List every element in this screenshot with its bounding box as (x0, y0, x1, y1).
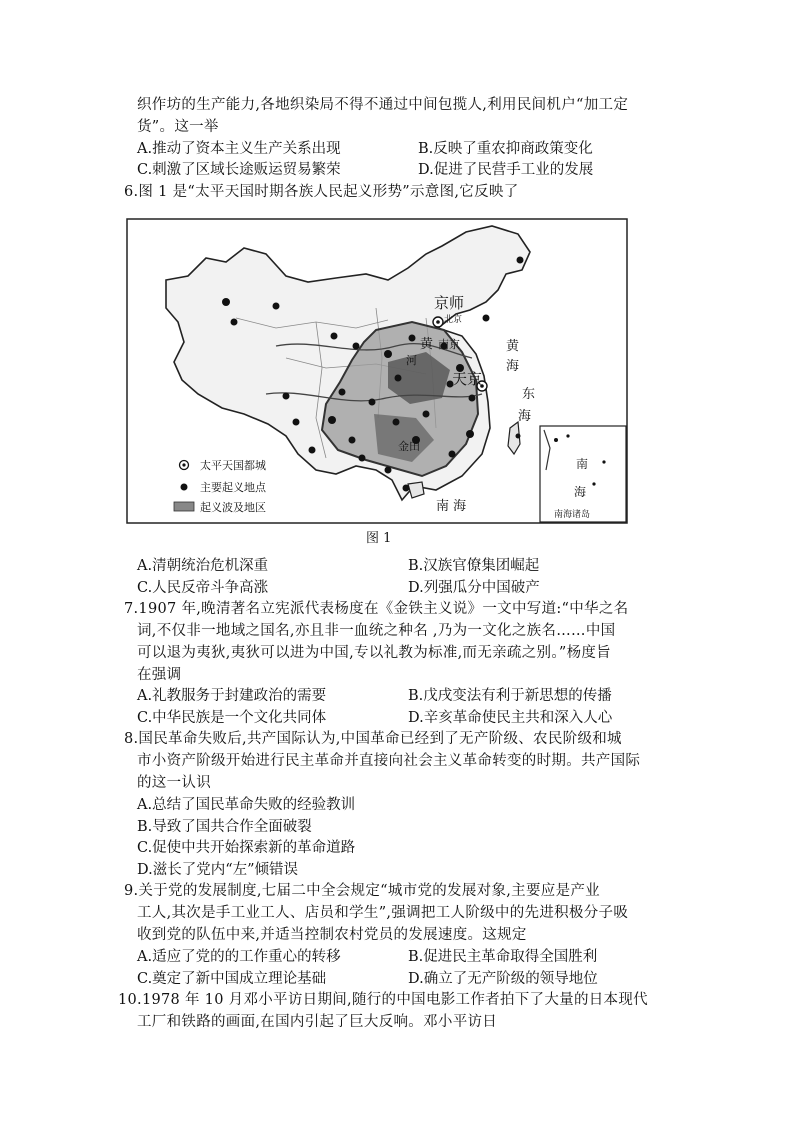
label-tianjing: 天京 (452, 370, 483, 388)
q7-line-2: 词,不仅非一地域之国名,亦且非一血统之种名 ,乃为一文化之族名……中国 (137, 623, 616, 639)
label-capital: 京师 (434, 294, 465, 312)
q6-stem: 6.图 1 是“太平天国时期各族人民起义形势”示意图,它反映了 (124, 184, 519, 200)
q10-line-1: 10.1978 年 10 月邓小平访日期间,随行的中国电影工作者拍下了大量的日本现代 (118, 992, 648, 1008)
q6-option-d: D.列强瓜分中国破产 (408, 580, 540, 596)
q8-option-b: B.导致了国共合作全面破裂 (137, 819, 312, 835)
q9-line-3: 收到党的队伍中来,并适当控制农村党员的发展速度。这规定 (137, 927, 527, 943)
label-east-sea-1: 东 (522, 387, 536, 402)
q7-option-b: B.戊戌变法有利于新思想的传播 (408, 688, 612, 704)
q7-line-3: 可以退为夷狄,夷狄可以进为中国,专以礼教为标准,而无亲疏之别。”杨度旨 (137, 645, 611, 661)
q9-line-2: 工人,其次是手工业工人、店员和学生”,强调把工人阶级中的先进积极分子吸 (137, 905, 629, 921)
label-nanjing-small: 南京 (438, 338, 460, 351)
q8-line-3: 的这一认识 (137, 775, 211, 791)
q7-line-4: 在强调 (137, 667, 182, 683)
q8-line-2: 市小资产阶级开始进行民主革命并直接向社会主义革命转变的时期。共产国际 (137, 753, 641, 769)
label-jintian: 金田 (398, 440, 420, 453)
q10-line-2: 工厂和铁路的画面,在国内引起了巨大反响。邓小平访日 (137, 1014, 498, 1030)
figure-caption: 图 1 (366, 531, 392, 546)
q8-option-c: C.促使中共开始探索新的革命道路 (137, 840, 356, 856)
q7-line-1: 7.1907 年,晚清著名立宪派代表杨度在《金铁主义说》一文中写道:“中华之名 (124, 601, 629, 617)
q8-line-1: 8.国民革命失败后,共产国际认为,中国革命已经到了无产阶级、农民阶级和城 (124, 731, 622, 747)
label-south-sea: 南 海 (436, 499, 467, 514)
q7-option-a: A.礼教服务于封建政治的需要 (137, 688, 327, 704)
q5-option-c: C.刺激了区域长途贩运贸易繁荣 (137, 162, 341, 178)
q6-option-c: C.人民反帝斗争高涨 (137, 580, 269, 596)
q7-option-d: D.辛亥革命使民主共和深入人心 (408, 710, 613, 726)
q5-line-2: 货”。这一举 (137, 119, 219, 135)
label-he: 河 (406, 354, 417, 367)
q9-option-b: B.促进民主革命取得全国胜利 (408, 949, 598, 965)
q7-option-c: C.中华民族是一个文化共同体 (137, 710, 327, 726)
label-inset-caption: 南海诸岛 (554, 510, 591, 520)
q6-option-b: B.汉族官僚集团崛起 (408, 558, 540, 574)
q8-option-d: D.滋长了党内“左”倾错误 (137, 862, 299, 878)
q6-option-a: A.清朝统治危机深重 (137, 558, 269, 574)
label-inset-1: 南 (576, 457, 589, 471)
q9-option-d: D.确立了无产阶级的领导地位 (408, 971, 598, 987)
label-east-sea-2: 海 (518, 409, 532, 424)
q5-line-1: 织作坊的生产能力,各地织染局不得不通过中间包揽人,利用民间机户“加工定 (137, 97, 629, 113)
q9-line-1: 9.关于党的发展制度,七届二中全会规定“城市党的发展对象,主要应是产业 (124, 883, 600, 899)
q9-option-a: A.适应了党的的工作重心的转移 (137, 949, 341, 965)
legend-affected: 起义波及地区 (200, 501, 266, 514)
q5-option-d: D.促进了民营手工业的发展 (418, 162, 594, 178)
label-yellow-sea-1: 黄 (506, 339, 520, 354)
legend-capital: 太平天国都城 (200, 459, 266, 472)
uprising-map (126, 218, 628, 524)
label-inset-2: 海 (574, 485, 587, 499)
label-huang: 黄 (420, 337, 434, 352)
label-beijing: 北京 (444, 315, 463, 325)
legend-uprising: 主要起义地点 (200, 481, 266, 494)
q5-option-b: B.反映了重农抑商政策变化 (418, 141, 593, 157)
label-yellow-sea-2: 海 (506, 359, 520, 374)
q8-option-a: A.总结了国民革命失败的经验教训 (137, 797, 356, 813)
q9-option-c: C.奠定了新中国成立理论基础 (137, 971, 327, 987)
q5-option-a: A.推动了资本主义生产关系出现 (137, 141, 341, 157)
